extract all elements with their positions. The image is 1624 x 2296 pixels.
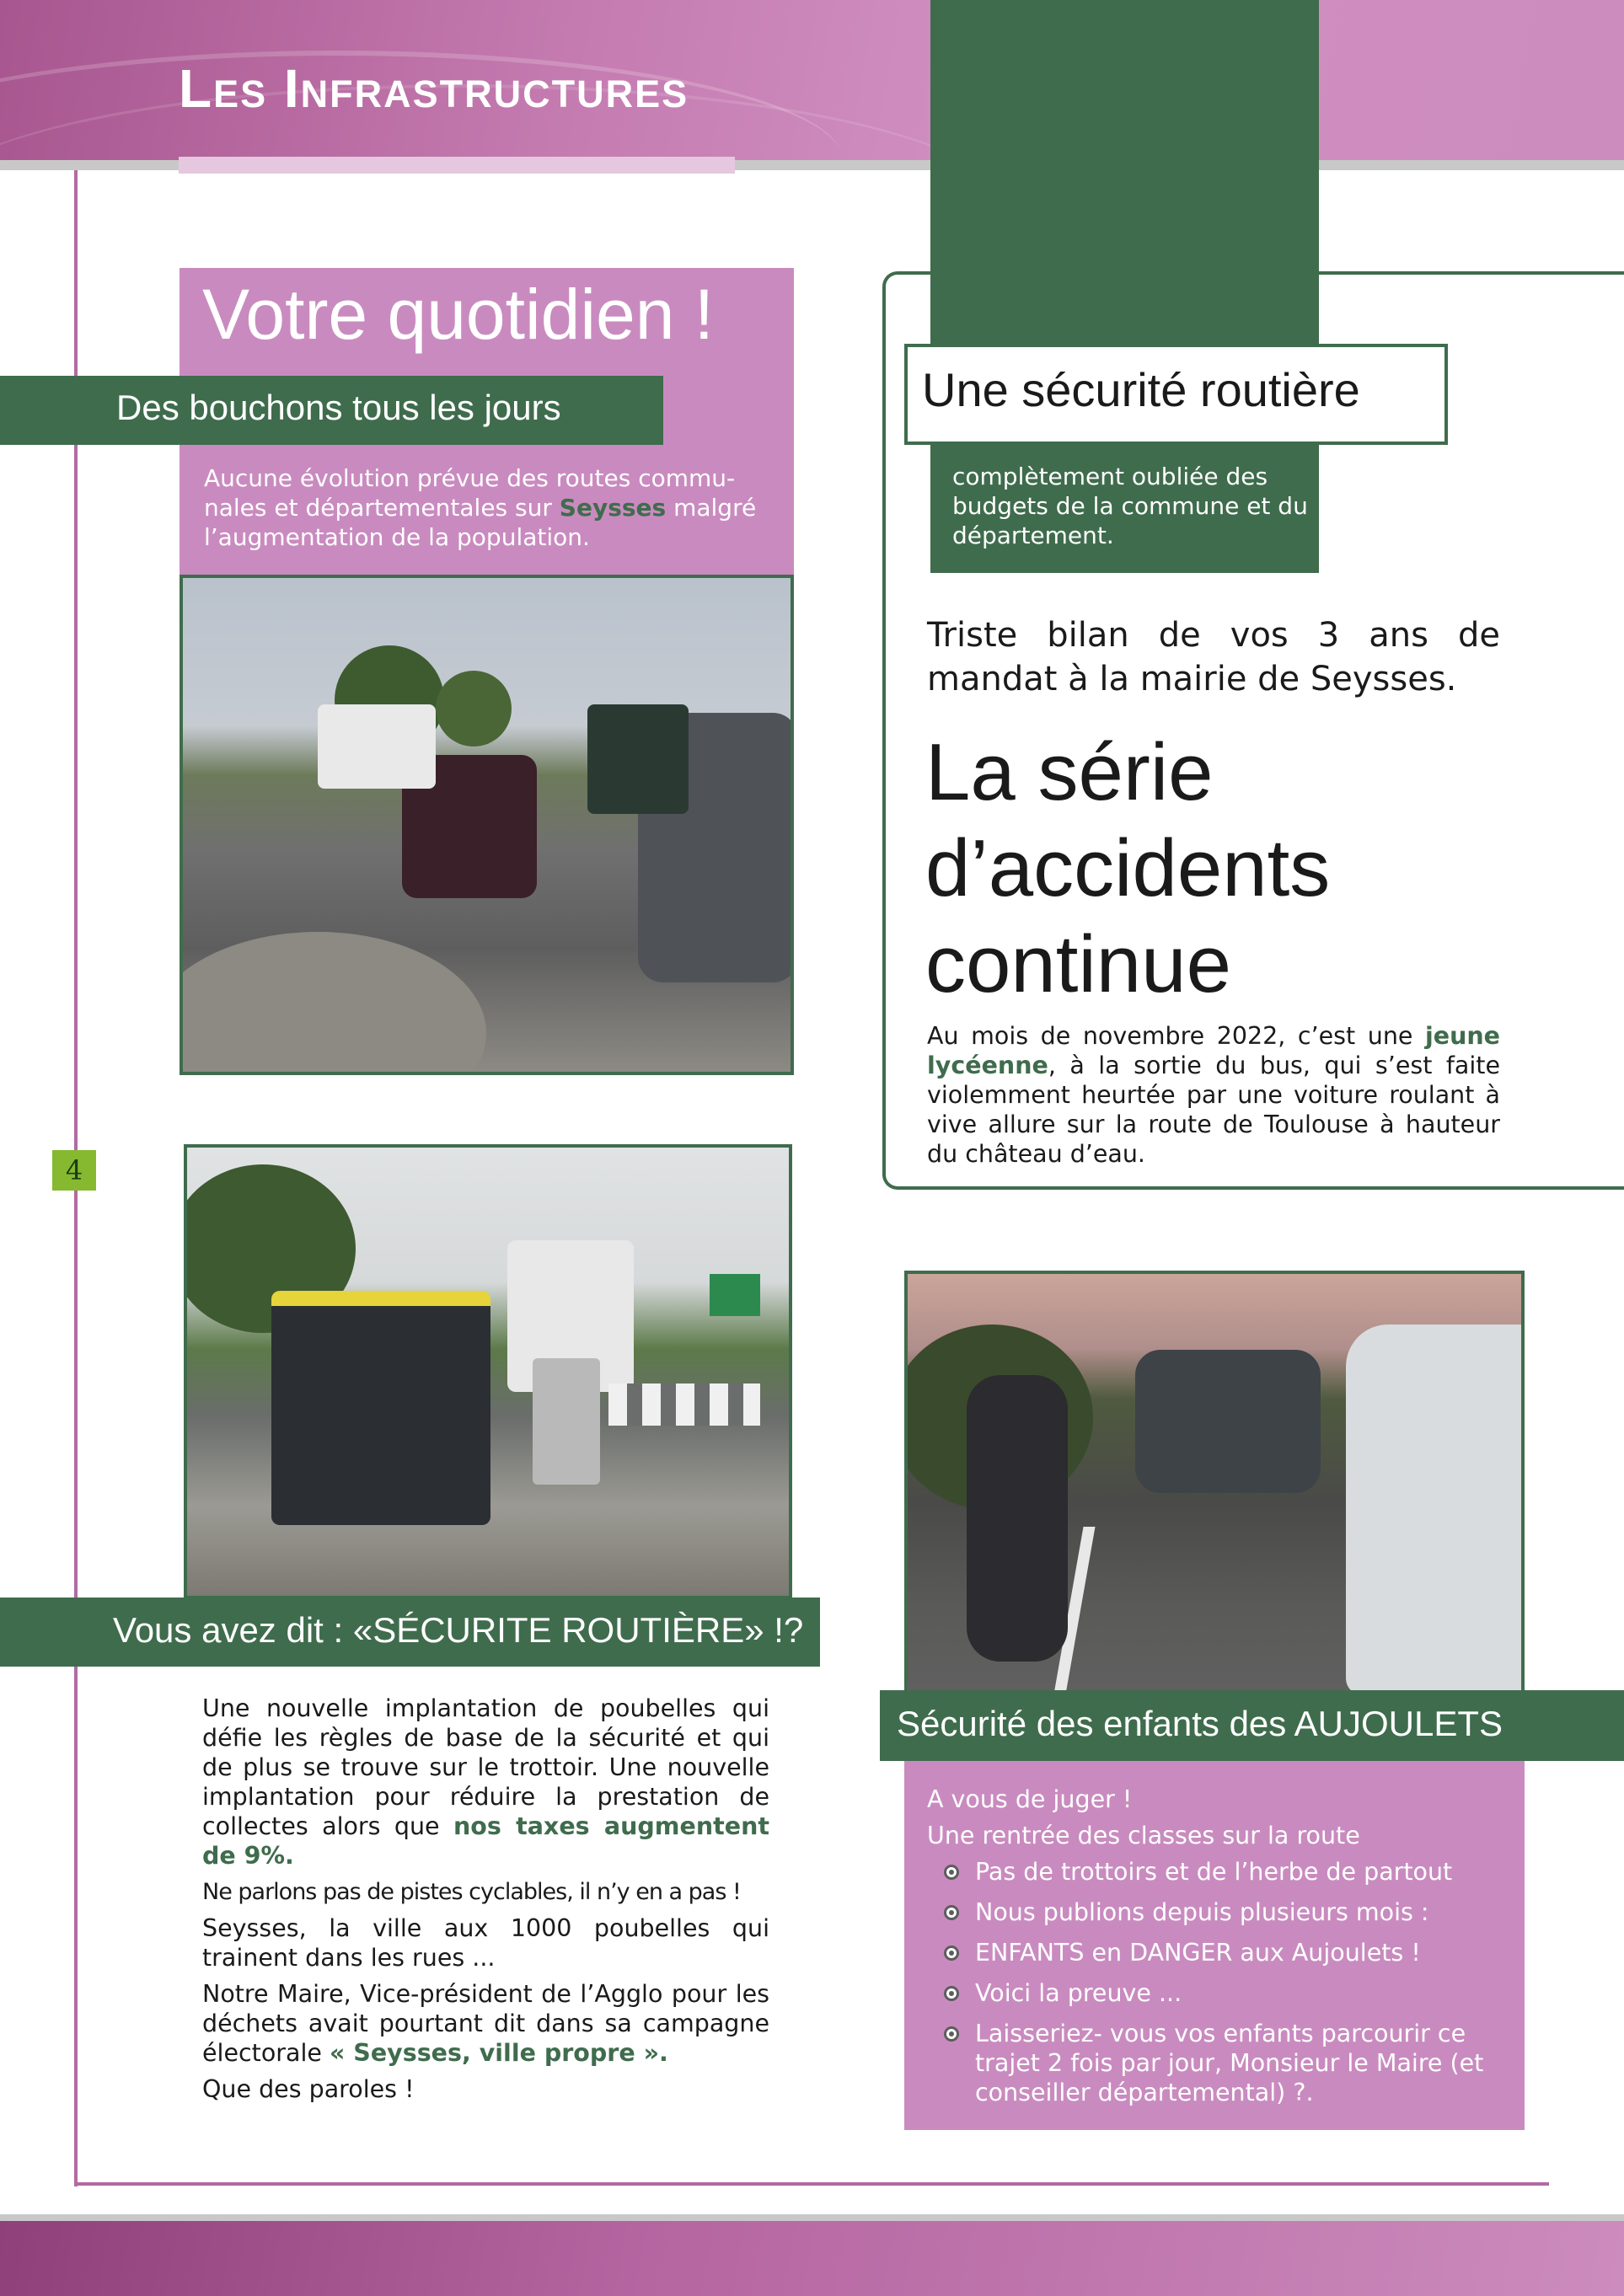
- triste-bilan-text: Triste bilan de vos 3 ans de mandat à la mairie de Seysses.: [927, 616, 1500, 698]
- p1-highlight: nos taxes augmentent de 9%.: [202, 1812, 769, 1870]
- juger-list: [927, 1857, 1509, 2107]
- securite-enfants-title: Sécurité des enfants des AUJOULETS: [897, 1704, 1503, 1743]
- photo-grey-bin: [533, 1358, 600, 1485]
- page-frame-bottom: [74, 2182, 1549, 2186]
- poubelles-article: [202, 1694, 769, 2111]
- novembre-text-2: , à la sortie du bus, qui s’est faite violemment heurtée par une voiture roulant à vive allure sur la route de Toulouse à hauteur du château d’eau.: [927, 1052, 1500, 1168]
- juger-line: A vous de juger !: [927, 1785, 1133, 1813]
- radio-bullet-icon: [944, 1986, 959, 2001]
- photo-green-sign: [710, 1274, 760, 1316]
- accident-paragraph: [927, 1021, 1500, 1169]
- photo-truck: [587, 704, 689, 814]
- photo-windshield-edge: [180, 932, 486, 1075]
- page-number: 4: [52, 1150, 96, 1191]
- list-item: [927, 2019, 1509, 2107]
- section-title-votre-quotidien: Votre quotidien !: [202, 275, 715, 354]
- p4-highlight: « Seysses, ville propre ».: [329, 2039, 668, 2067]
- paragraph: Que des paroles !: [202, 2075, 415, 2103]
- page-title: Les Infrastructures: [179, 58, 689, 119]
- juger-line: Une rentrée des classes sur la route: [927, 1822, 1360, 1849]
- securite-title: Une sécurité routière: [922, 363, 1360, 416]
- p1-text: Une nouvelle implantation de poubelles qui défie les règles de base de la sécurité et qui de plus se trouve sur le trottoir. Une nouvelle implantation pour réduire la prestation de collectes alors que: [202, 1694, 769, 1840]
- list-item-text: ENFANTS en DANGER aux Aujoulets !: [975, 1939, 1421, 1967]
- list-item-text: Laisseriez- vous vos enfants parcourir ce trajet 2 fois par jour, Monsieur le Maire (et conseiller départemental) ?.: [975, 2020, 1484, 2106]
- list-item-text: Nous publions depuis plusieurs mois :: [975, 1898, 1429, 1926]
- photo-white-van: [318, 704, 436, 789]
- novembre-highlight: jeune lycéenne: [927, 1022, 1500, 1079]
- photo-trees: [436, 671, 512, 747]
- juger-content: [927, 1785, 1509, 2118]
- photo-black-bin: [271, 1291, 490, 1525]
- photo-car: [1346, 1325, 1525, 1695]
- photo-crosswalk: [608, 1383, 760, 1426]
- intro-paragraph: [204, 463, 769, 552]
- traffic-jam-photo: [180, 575, 794, 1075]
- photo-car: [1135, 1350, 1321, 1493]
- radio-bullet-icon: [944, 2026, 959, 2042]
- children-road-photo: [904, 1271, 1525, 1695]
- trash-bins-photo: [184, 1144, 792, 1599]
- paragraph: Seysses, la ville aux 1000 poubelles qui trainent dans les rues ...: [202, 1914, 769, 1972]
- paragraph: [202, 1694, 769, 1871]
- paragraph: Ne parlons pas de pistes cyclables, il n’y en a pas !: [202, 1879, 741, 1905]
- list-item: [927, 1857, 1509, 1887]
- intro-highlight: Seysses: [559, 494, 667, 522]
- novembre-text-1: Au mois de novembre 2022, c’est une: [927, 1022, 1425, 1050]
- radio-bullet-icon: [944, 1905, 959, 1920]
- footer-divider: [0, 2214, 1624, 2221]
- p4-text: Notre Maire, Vice-président de l’Agglo pour les déchets avait pourtant dit dans sa campagne électorale: [202, 1980, 769, 2067]
- bouchons-title: Des bouchons tous les jours: [116, 388, 561, 427]
- list-item: [927, 1978, 1509, 2008]
- title-underline: [179, 157, 735, 174]
- radio-bullet-icon: [944, 1945, 959, 1961]
- intro-text-1: Aucune évolution prévue des routes commu-nales et départementales sur: [204, 464, 736, 522]
- radio-bullet-icon: [944, 1865, 959, 1880]
- list-item-text: Voici la preuve ...: [975, 1979, 1182, 2007]
- accidents-headline: La série d’accidents continue: [925, 727, 1331, 1009]
- paragraph: [202, 1979, 769, 2068]
- securite-routiere-title: Vous avez dit : «SÉCURITE ROUTIÈRE» !?: [113, 1610, 804, 1650]
- intro-text-2: malgré l’augmentation de la population.: [204, 494, 757, 551]
- footer-banner: [0, 2221, 1624, 2296]
- list-item: [927, 1938, 1509, 1967]
- photo-student: [967, 1375, 1068, 1662]
- list-item: [927, 1897, 1509, 1927]
- securite-subtitle: complètement oubliée des budgets de la commune et du département.: [952, 463, 1308, 549]
- list-item-text: Pas de trottoirs et de l’herbe de partout: [975, 1858, 1453, 1886]
